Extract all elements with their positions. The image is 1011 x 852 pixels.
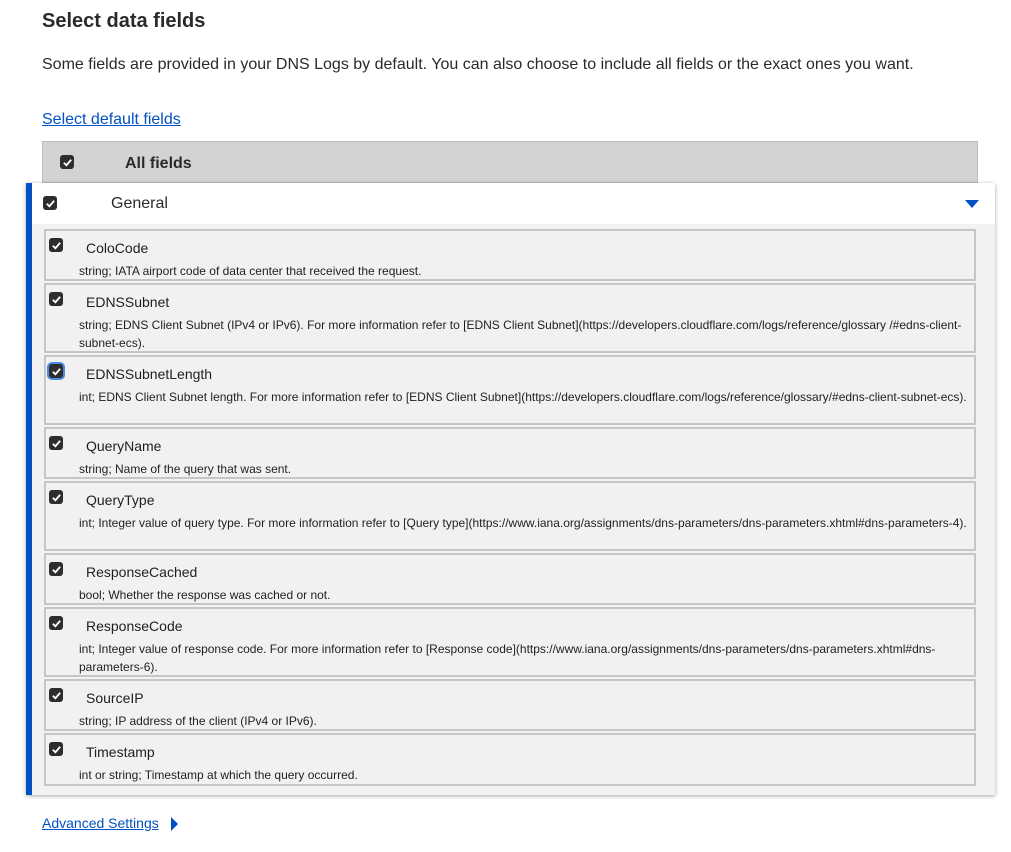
- field-description: string; IATA airport code of data center that received the request.: [79, 264, 422, 278]
- field-item-ednssubnetlength[interactable]: [44, 355, 976, 425]
- field-description: int; Integer value of query type. For more information refer to [Query type](https://www.iana.org/assignments/dns-parameters/dns-parameters.xhtml#dns-parameters-4).: [79, 516, 967, 530]
- checkmark-icon: [51, 294, 62, 305]
- field-checkbox[interactable]: [49, 562, 63, 576]
- checkmark-icon: [51, 564, 62, 575]
- all-fields-checkbox[interactable]: [60, 155, 74, 169]
- checkmark-icon: [51, 240, 62, 251]
- field-name: SourceIP: [86, 690, 144, 706]
- field-checkbox[interactable]: [49, 292, 63, 306]
- general-group-panel: [26, 183, 995, 795]
- field-name: Timestamp: [86, 744, 155, 760]
- advanced-settings-link[interactable]: Advanced Settings: [42, 815, 159, 831]
- field-checkbox[interactable]: [49, 238, 63, 252]
- field-checkbox[interactable]: [49, 364, 63, 378]
- field-name: ResponseCode: [86, 618, 183, 634]
- field-item-querytype[interactable]: [44, 481, 976, 551]
- field-name: QueryType: [86, 492, 155, 508]
- caret-right-icon[interactable]: [171, 817, 178, 831]
- field-description: int or string; Timestamp at which the query occurred.: [79, 768, 358, 782]
- field-checkbox[interactable]: [49, 490, 63, 504]
- select-default-fields-link[interactable]: Select default fields: [42, 111, 181, 128]
- checkmark-icon: [51, 492, 62, 503]
- field-checkbox[interactable]: [49, 616, 63, 630]
- field-checkbox[interactable]: [49, 436, 63, 450]
- field-description: string; EDNS Client Subnet (IPv4 or IPv6). For more information refer to [EDNS Client Subnet](https://developers.cloudflare.com/logs/reference/glossary /#edns-client-subnet-ecs).: [79, 318, 962, 350]
- field-description: string; Name of the query that was sent.: [79, 462, 292, 476]
- all-fields-row[interactable]: [42, 141, 978, 183]
- general-group-header[interactable]: [32, 183, 995, 225]
- general-group-label: General: [111, 195, 168, 212]
- field-item-colocode[interactable]: [44, 229, 976, 281]
- page-title: Select data fields: [42, 10, 206, 32]
- field-description: string; IP address of the client (IPv4 or IPv6).: [79, 714, 317, 728]
- field-item-sourceip[interactable]: [44, 679, 976, 731]
- general-group-checkbox[interactable]: [43, 196, 57, 210]
- field-description: int; EDNS Client Subnet length. For more information refer to [EDNS Client Subnet](https://developers.cloudflare.com/logs/reference/glossary/#edns-client-subnet-ecs).: [79, 390, 967, 404]
- checkmark-icon: [51, 438, 62, 449]
- field-checkbox[interactable]: [49, 688, 63, 702]
- checkmark-icon: [51, 366, 62, 377]
- chevron-down-icon[interactable]: [965, 200, 979, 208]
- checkmark-icon: [51, 744, 62, 755]
- field-item-ednssubnet[interactable]: [44, 283, 976, 353]
- all-fields-label: All fields: [125, 155, 192, 172]
- field-item-queryname[interactable]: [44, 427, 976, 479]
- field-name: ColoCode: [86, 240, 149, 256]
- field-name: EDNSSubnet: [86, 294, 170, 310]
- page-description: Some fields are provided in your DNS Logs by default. You can also choose to include all fields or the exact ones you want.: [42, 56, 914, 73]
- field-description: int; Integer value of response code. For more information refer to [Response code](https://www.iana.org/assignments/dns-parameters/dns-parameters.xhtml#dns-parameters-6).: [79, 642, 936, 674]
- field-item-responsecached[interactable]: [44, 553, 976, 605]
- field-name: QueryName: [86, 438, 162, 454]
- checkmark-icon: [51, 690, 62, 701]
- checkmark-icon: [62, 157, 73, 168]
- field-item-responsecode[interactable]: [44, 607, 976, 677]
- field-description: bool; Whether the response was cached or not.: [79, 588, 331, 602]
- field-checkbox[interactable]: [49, 742, 63, 756]
- checkmark-icon: [45, 198, 56, 209]
- field-name: EDNSSubnetLength: [86, 366, 213, 382]
- checkmark-icon: [51, 618, 62, 629]
- field-item-timestamp[interactable]: [44, 733, 976, 786]
- field-name: ResponseCached: [86, 564, 198, 580]
- field-list: [32, 224, 995, 795]
